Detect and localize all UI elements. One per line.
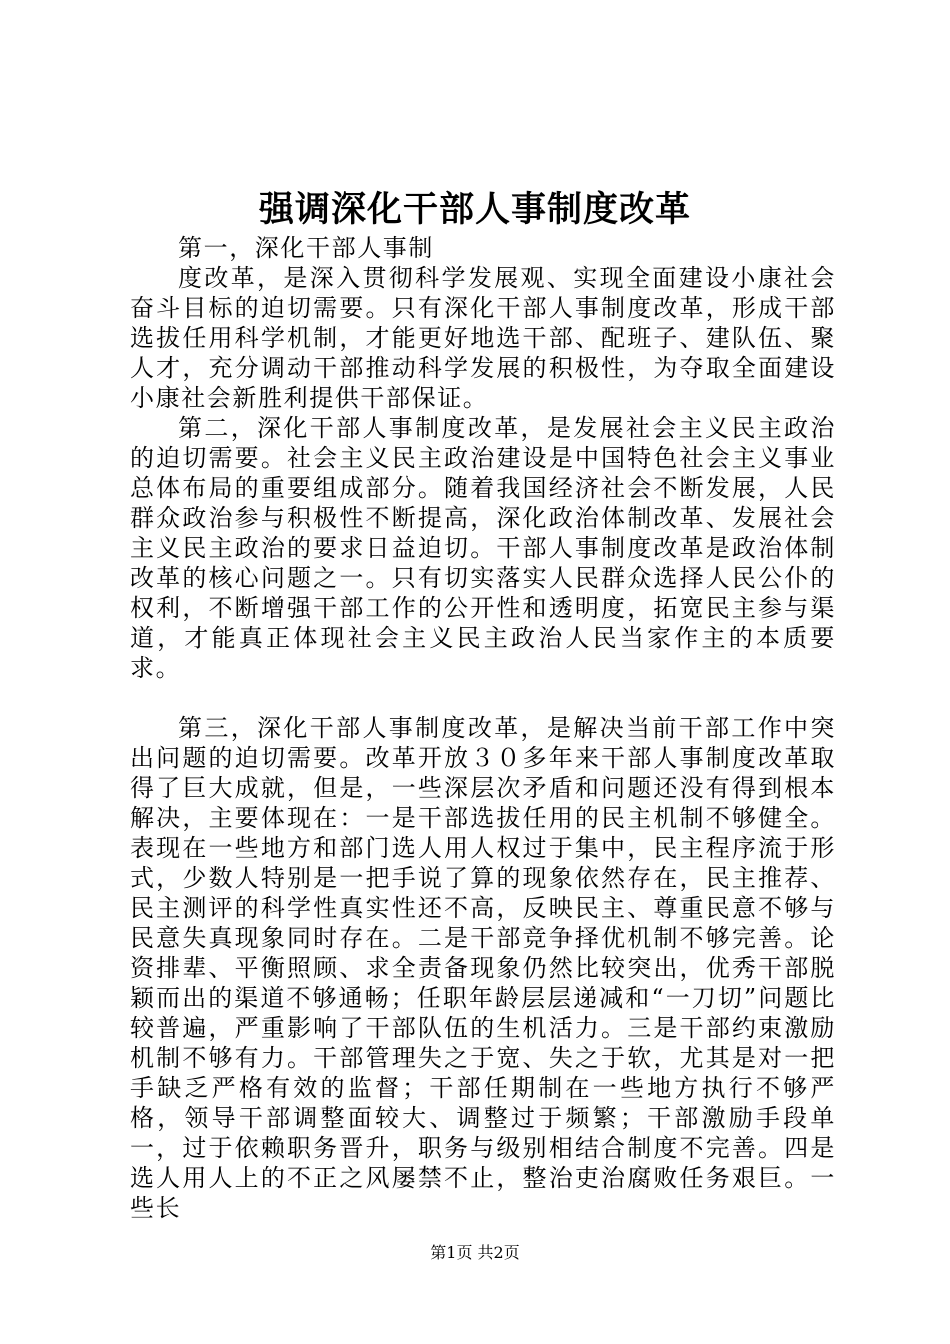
document-title: 强调深化干部人事制度改革: [258, 189, 691, 230]
paragraph-1: 第一，深化干部人事制: [178, 234, 434, 262]
paragraph-3: 第二，深化干部人事制度改革，是发展社会主义民主政治的迫切需要。社会主义民主政治建设是中国特色社会主义事业总体布局的重要组成部分。随着我国经济社会不断发展，人民群众政治参与积极性不断提高，深化政治体制改革、发展社会主义民主政治的要求日益迫切。干部人事制度改革是政治体制改革的核心问题之一。只有切实落实人民群众选择人民公仆的权利，不断增强干部工作的公开性和透明度，拓宽民主参与渠道，才能真正体现社会主义民主政治人民当家作主的本质要求。: [130, 414, 836, 682]
document-body: [130, 233, 836, 1223]
paragraph-4: 第三，深化干部人事制度改革，是解决当前干部工作中突出问题的迫切需要。改革开放３０多年来干部人事制度改革取得了巨大成就，但是，一些深层次矛盾和问题还没有得到根本解决，主要体现在：一是干部选拔任用的民主机制不够健全。表现在一些地方和部门选人用人权过于集中，民主程序流于形式，少数人特别是一把手说了算的现象依然存在，民主推荐、民主测评的科学性真实性还不高，反映民主、尊重民意不够与民意失真现象同时存在。二是干部竞争择优机制不够完善。论资排辈、平衡照顾、求全责备现象仍然比较突出，优秀干部脱颖而出的渠道不够通畅；任职年龄层层递减和“一刀切”问题比较普遍，严重影响了干部队伍的生机活力。三是干部约束激励机制不够有力。干部管理失之于宽、失之于软，尤其是对一把手缺乏严格有效的监督；干部任期制在一些地方执行不够严格，领导干部调整面较大、调整过于频繁；干部激励手段单一，过于依赖职务晋升，职务与级别相结合制度不完善。四是选人用人上的不正之风屡禁不止，整治吏治腐败任务艰巨。一些长: [130, 714, 836, 1222]
page-footer: 第1页 共2页: [430, 1243, 520, 1262]
paragraph-2: 度改革，是深入贯彻科学发展观、实现全面建设小康社会奋斗目标的迫切需要。只有深化干部人事制度改革，形成干部选拔任用科学机制，才能更好地选干部、配班子、建队伍、聚人才，充分调动干部推动科学发展的积极性，为夺取全面建设小康社会新胜利提供干部保证。: [130, 264, 836, 412]
